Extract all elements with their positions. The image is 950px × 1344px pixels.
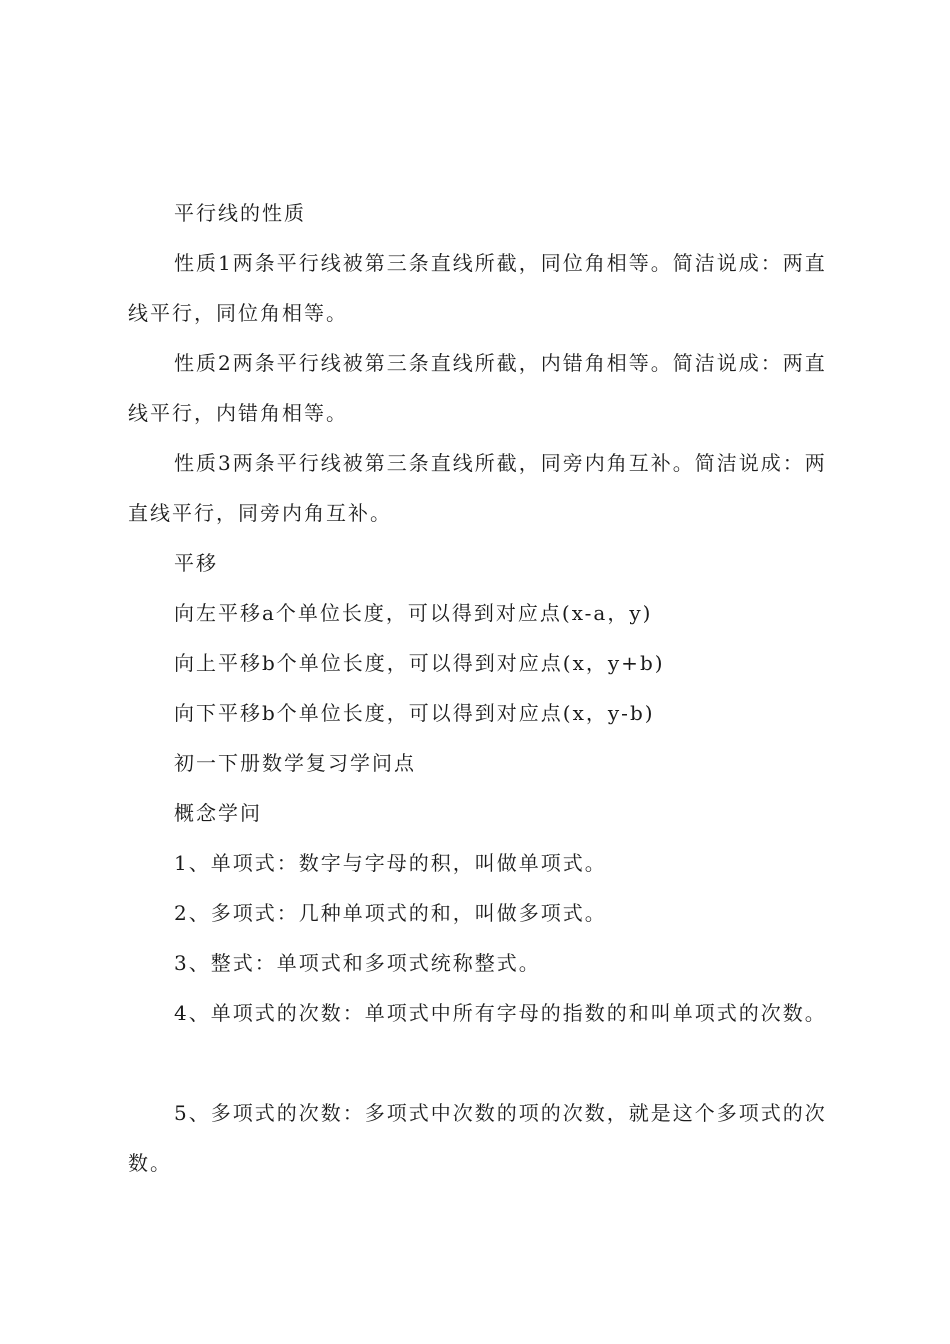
paragraph-property-2: 性质2两条平行线被第三条直线所截，内错角相等。简洁说成：两直线平行，内错角相等。 (128, 351, 827, 425)
blank-gap (128, 1038, 830, 1088)
paragraph-translate-left: 向左平移a个单位长度，可以得到对应点(x-a，y) (174, 601, 653, 625)
list-item-polynomial: 2、多项式：几种单项式的和，叫做多项式。 (174, 901, 607, 925)
section-heading-parallel-properties: 平行线的性质 (174, 201, 306, 225)
paragraph-property-1: 性质1两条平行线被第三条直线所截，同位角相等。简洁说成：两直线平行，同位角相等。 (128, 251, 827, 325)
paragraph-property-3: 性质3两条平行线被第三条直线所截，同旁内角互补。简洁说成：两直线平行，同旁内角互补。 (128, 451, 827, 525)
section-heading-translation: 平移 (174, 551, 218, 575)
list-item-monomial-degree: 4、单项式的次数：单项式中所有字母的指数的和叫单项式的次数。 (174, 1001, 827, 1025)
list-item-integral-expression: 3、整式：单项式和多项式统称整式。 (174, 951, 541, 975)
section-heading-review: 初一下册数学复习学问点 (174, 751, 416, 775)
list-item-monomial: 1、单项式：数字与字母的积，叫做单项式。 (174, 851, 607, 875)
paragraph-translate-up: 向上平移b个单位长度，可以得到对应点(x，y+b) (174, 651, 665, 675)
section-heading-concepts: 概念学问 (174, 801, 262, 825)
paragraph-translate-down: 向下平移b个单位长度，可以得到对应点(x，y-b) (174, 701, 655, 725)
list-item-polynomial-degree: 5、多项式的次数：多项式中次数的项的次数，就是这个多项式的次数。 (128, 1101, 827, 1175)
document-body (128, 188, 830, 1188)
